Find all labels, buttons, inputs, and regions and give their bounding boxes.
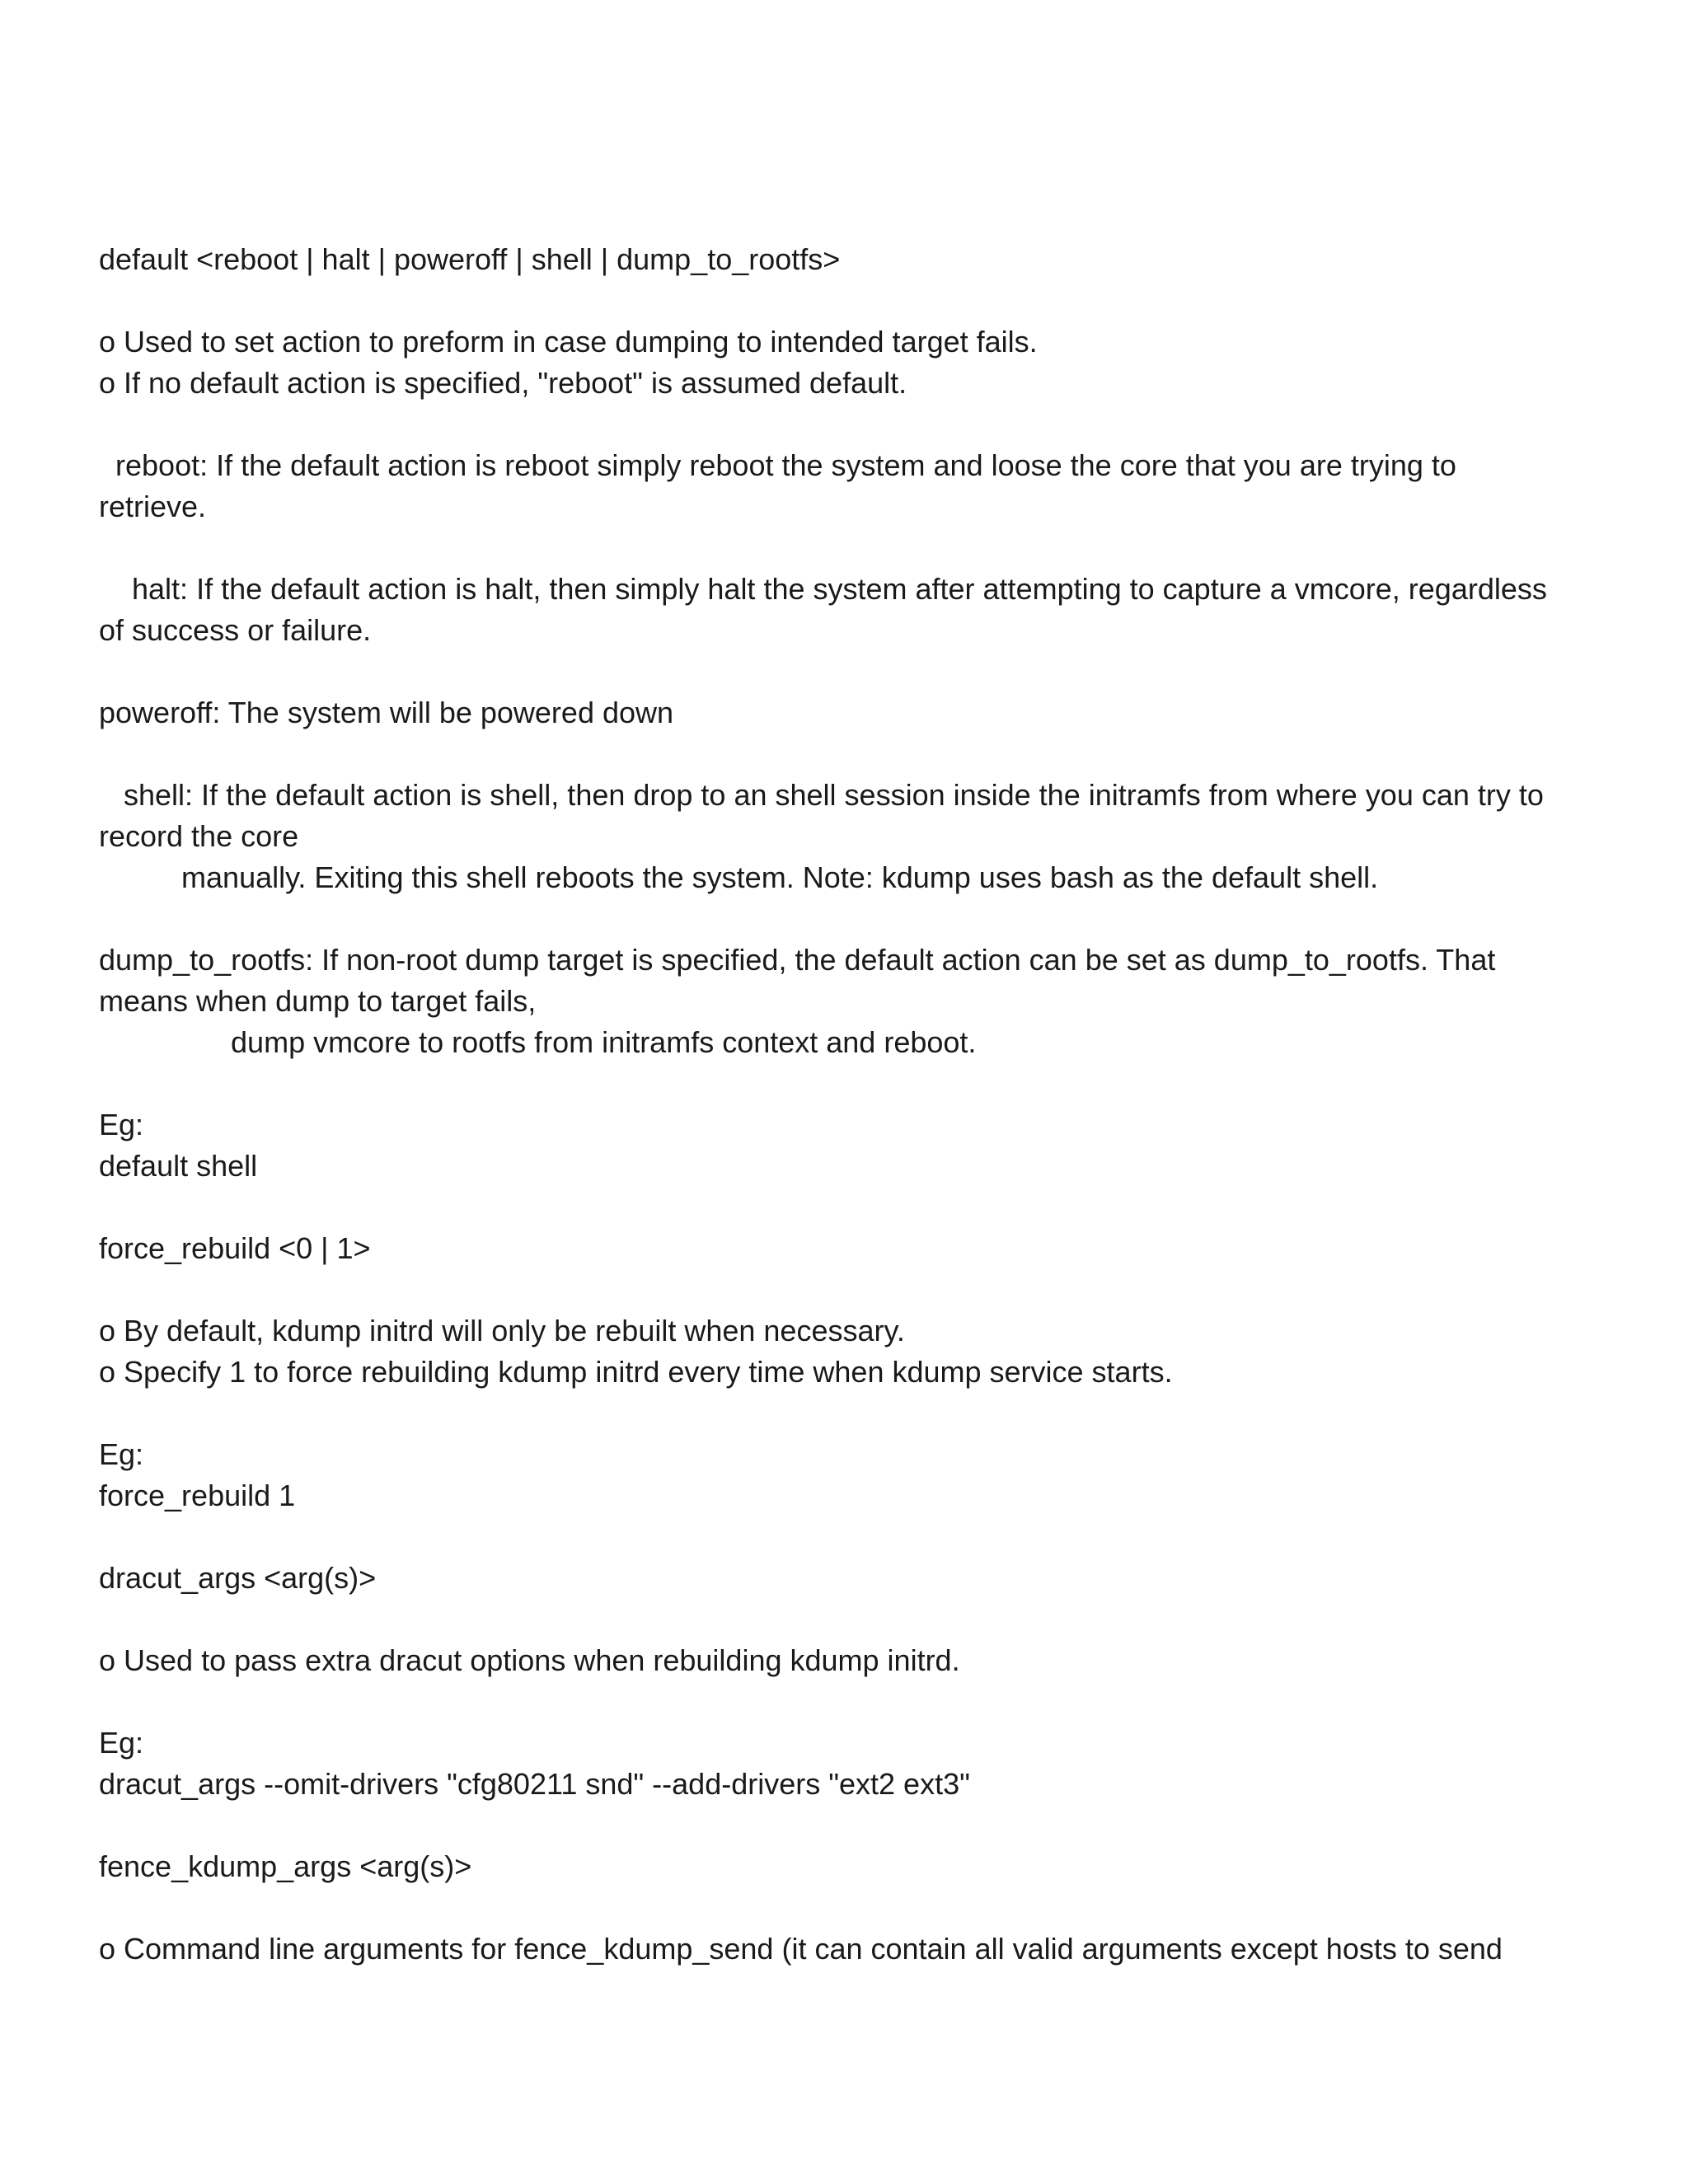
blank-line: [99, 733, 1607, 775]
text-line: retrieve.: [99, 490, 207, 523]
text-line: default <reboot | halt | poweroff | shell | dump_to_rootfs>: [99, 242, 841, 276]
text-line: o Specify 1 to force rebuilding kdump initrd every time when kdump service starts.: [99, 1355, 1173, 1389]
text-line: Eg:: [99, 1726, 144, 1760]
text-line: poweroff: The system will be powered down: [99, 696, 674, 729]
blank-line: [99, 527, 1607, 569]
text-line: o If no default action is specified, "reboot" is assumed default.: [99, 366, 907, 400]
text-line: o Command line arguments for fence_kdump_send (it can contain all valid arguments except hosts to send: [99, 1932, 1503, 1966]
text-line: of success or failure.: [99, 613, 372, 647]
blank-line: [99, 1805, 1607, 1846]
blank-line: [99, 280, 1607, 321]
blank-line: [99, 1599, 1607, 1640]
text-line: Eg:: [99, 1108, 144, 1141]
blank-line: [99, 1187, 1607, 1228]
text-line: Eg:: [99, 1437, 144, 1471]
blank-line: [99, 1887, 1607, 1929]
text-line: dump vmcore to rootfs from initramfs context and reboot.: [99, 1025, 977, 1059]
text-line: means when dump to target fails,: [99, 984, 537, 1018]
blank-line: [99, 651, 1607, 692]
text-line: dracut_args --omit-drivers "cfg80211 snd" --add-drivers "ext2 ext3": [99, 1767, 970, 1801]
text-line: fence_kdump_args <arg(s)>: [99, 1849, 472, 1883]
text-line: force_rebuild 1: [99, 1479, 296, 1512]
text-line: o Used to set action to preform in case dumping to intended target fails.: [99, 325, 1038, 359]
blank-line: [99, 1393, 1607, 1434]
blank-line: [99, 898, 1607, 940]
text-line: dracut_args <arg(s)>: [99, 1561, 377, 1595]
text-line: force_rebuild <0 | 1>: [99, 1231, 371, 1265]
text-line: o By default, kdump initrd will only be rebuilt when necessary.: [99, 1314, 905, 1347]
document-body: [99, 239, 1607, 1970]
text-line: reboot: If the default action is reboot simply reboot the system and loose the core that you are trying to: [99, 448, 1456, 482]
text-line: halt: If the default action is halt, then simply halt the system after attempting to capture a vmcore, regardless: [99, 572, 1547, 606]
text-line: manually. Exiting this shell reboots the system. Note: kdump uses bash as the default shell.: [99, 860, 1379, 894]
text-line: default shell: [99, 1149, 258, 1183]
blank-line: [99, 1063, 1607, 1104]
blank-line: [99, 1269, 1607, 1310]
blank-line: [99, 1681, 1607, 1722]
text-line: o Used to pass extra dracut options when rebuilding kdump initrd.: [99, 1643, 960, 1677]
blank-line: [99, 404, 1607, 445]
blank-line: [99, 1516, 1607, 1558]
text-line: dump_to_rootfs: If non-root dump target is specified, the default action can be set as dump_to_rootfs. That: [99, 943, 1496, 977]
text-line: shell: If the default action is shell, then drop to an shell session inside the initramfs from where you can try to: [99, 778, 1544, 812]
text-line: record the core: [99, 819, 299, 853]
